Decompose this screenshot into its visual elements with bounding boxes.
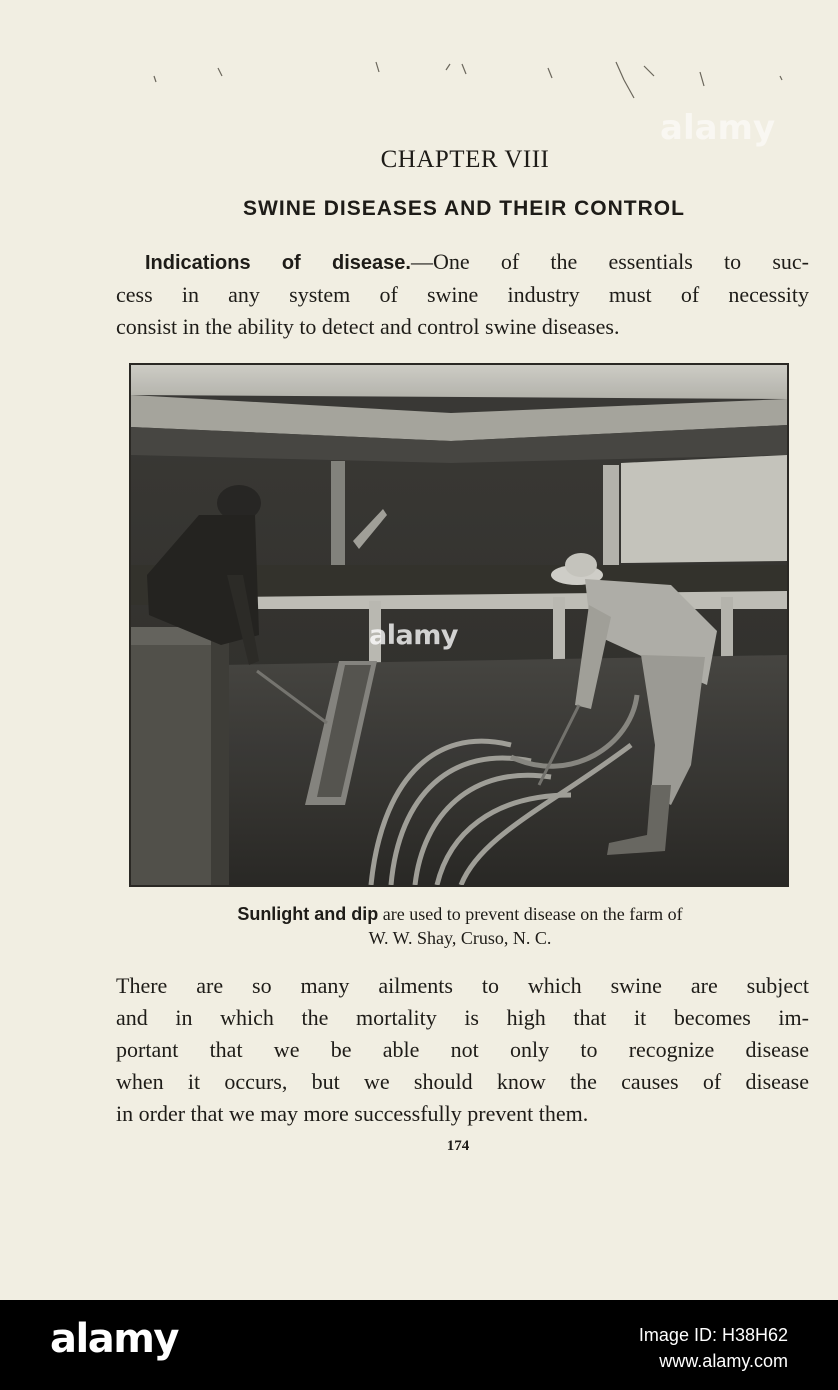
figure-caption (0, 902, 838, 950)
chapter-title: SWINE DISEASES AND THEIR CONTROL (243, 197, 685, 220)
body-line-3: portant that we be able not only to recognize disease (116, 1037, 809, 1062)
photo-scene (131, 365, 787, 885)
ghost-watermark: alamy (660, 108, 776, 148)
intro-line-1-text: —One of the essentials to suc- (410, 249, 809, 274)
body-line-1: There are so many ailments to which swine are subject (116, 973, 809, 998)
body-line-4: when it occurs, but we should know the causes of disease (116, 1069, 809, 1094)
footer-url: www.alamy.com (659, 1351, 788, 1371)
chapter-heading: CHAPTER VIII (380, 146, 550, 173)
image-id: Image ID: H38H62 (638, 1325, 788, 1345)
body-paragraph (116, 970, 809, 1130)
halftone-photograph (129, 363, 789, 887)
alamy-logo: alamy (50, 1316, 178, 1362)
stock-footer-bar (0, 1300, 838, 1390)
intro-line-3: consist in the ability to detect and control swine diseases. (116, 314, 620, 339)
intro-paragraph (116, 246, 809, 343)
paper-specks (140, 58, 800, 108)
footer-info (639, 1322, 788, 1374)
caption-line-1 (0, 902, 838, 926)
caption-line-2: W. W. Shay, Cruso, N. C. (368, 928, 552, 948)
body-line-5: in order that we may more successfully prevent them. (116, 1101, 589, 1126)
intro-line-2: cess in any system of swine industry must of necessity (116, 282, 809, 307)
caption-rest: are used to prevent disease on the farm of (378, 904, 683, 924)
body-line-2: and in which the mortality is high that it becomes im- (116, 1005, 809, 1030)
page-number: 174 (446, 1138, 470, 1154)
intro-line-1 (116, 246, 809, 279)
center-watermark: alamy (369, 620, 458, 651)
caption-lead: Sunlight and dip (237, 904, 379, 924)
intro-lead: Indications of disease. (145, 252, 411, 274)
